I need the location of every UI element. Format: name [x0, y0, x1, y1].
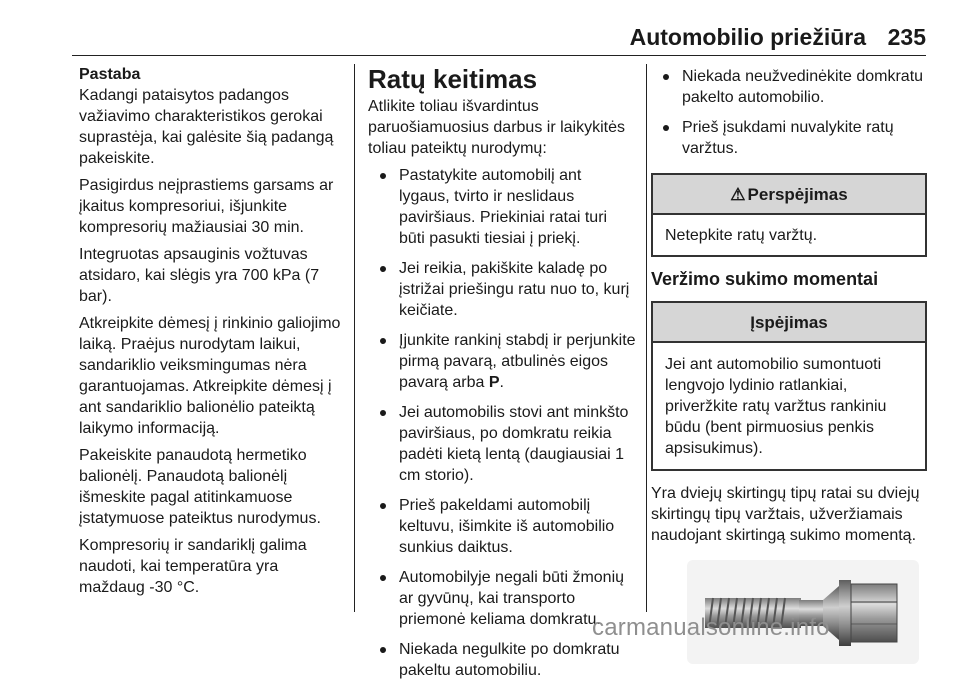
column-divider-1 — [354, 64, 355, 612]
paragraph-replace-bottle: Pakeiskite panaudotą hermetiko balionėlį. Panaudotą balionėlį išmeskite pagal atitinkamuose įstatymuose pateiktus nurodymus. — [79, 447, 321, 527]
list-item: Jei automobilis stovi ant minkšto paviršiaus, po domkratu reikia padėti kietą lentą (daugiausiai 1 cm storio). — [368, 402, 636, 486]
list-item: Pastatykite automobilį ant lygaus, tvirto ir neslidaus paviršiaus. Priekiniai ratai turi būti pasukti tiesiai į priekį. — [368, 165, 636, 249]
list-item: Automobilyje negali būti žmonių ar gyvūnų, kai transporto priemonė keliama domkratu. — [368, 567, 636, 630]
warning-box-body: Netepkite ratų varžtų. — [665, 227, 818, 244]
list-item: Prieš įsukdami nuvalykite ratų varžtus. — [651, 117, 927, 159]
warning-box — [651, 173, 927, 257]
paragraph-compressor-noise: Pasigirdus neįprastiems garsams ar įkaitus kompresoriui, išjunkite kompresorių mažiausiai 30 min. — [79, 177, 334, 236]
note-title: Pastaba — [79, 66, 141, 83]
header-rule — [72, 55, 926, 56]
subsection-title: Veržimo sukimo momentai — [651, 269, 879, 289]
section-title: Ratų keitimas — [368, 64, 538, 94]
torque-paragraph: Yra dviejų skirtingų tipų ratai su dviejų skirtingų tipų varžtais, užveržiamais naudojant skirtingą sukimo momentą. — [651, 485, 920, 544]
column-2 — [368, 64, 636, 690]
list-item: Niekada negulkite po domkratu pakeltu automobiliu. — [368, 639, 636, 681]
column-1 — [79, 64, 345, 604]
preparation-list — [368, 165, 636, 681]
caution-box — [651, 301, 927, 471]
warning-box-title: Perspėjimas — [747, 185, 848, 204]
column-divider-2 — [646, 64, 647, 612]
wheel-bolt-illustration — [687, 560, 919, 664]
header-title: Automobilio priežiūra — [629, 24, 866, 50]
wheel-bolt-icon — [687, 560, 919, 664]
caution-box-header: Įspėjimas — [653, 303, 925, 343]
list-item: Prieš pakeldami automobilį keltuvu, išimkite iš automobilio sunkius daiktus. — [368, 495, 636, 558]
list-item-text: Įjunkite rankinį stabdį ir perjunkite pirmą pavarą, atbulinės eigos pavarą arba — [399, 332, 636, 391]
paragraph-expiry: Atkreipkite dėmesį į rinkinio galiojimo laiką. Praėjus nurodytam laikui, sandariklio veiksmingumas nėra garantuojamas. Atkreipkite dėmesį į ant sandariklio balionėlio pateiktą laikymo informaciją. — [79, 315, 341, 437]
list-item: Jei reikia, pakiškite kaladę po įstrižai priešingu ratu nuo to, kurį keičiate. — [368, 258, 636, 321]
warning-triangle-icon: ⚠ — [730, 185, 746, 204]
caution-box-body: Jei ant automobilio sumontuoti lengvojo lydinio ratlankiai, priveržkite ratų varžtus rankiniu būdu (bent pirmuosius penkis apsisukimus). — [665, 356, 887, 457]
warning-box-header — [653, 175, 925, 215]
list-item-end: . — [499, 374, 504, 391]
gear-p-label: P — [488, 374, 500, 391]
preparation-list-continued — [651, 66, 927, 159]
page-header — [0, 0, 960, 58]
list-item: Niekada neužvedinėkite domkratu pakelto automobilio. — [651, 66, 927, 108]
list-item — [368, 330, 636, 393]
page-number: 235 — [887, 24, 926, 50]
note-text: Kadangi pataisytos padangos važiavimo charakteristikos gerokai suprastėja, kai galėsite šią padangą pakeiskite. — [79, 87, 334, 167]
section-intro: Atlikite toliau išvardintus paruošiamuosius darbus ir laikykitės toliau pateiktų nurodymų: — [368, 98, 625, 157]
watermark: carmanualsonline.info — [592, 614, 830, 641]
column-3 — [651, 64, 927, 664]
paragraph-safety-valve: Integruotas apsauginis vožtuvas atsidaro, kai slėgis yra 700 kPa (7 bar). — [79, 246, 320, 305]
paragraph-temperature: Kompresorių ir sandariklį galima naudoti, kai temperatūra yra maždaug -30 °C. — [79, 537, 307, 596]
